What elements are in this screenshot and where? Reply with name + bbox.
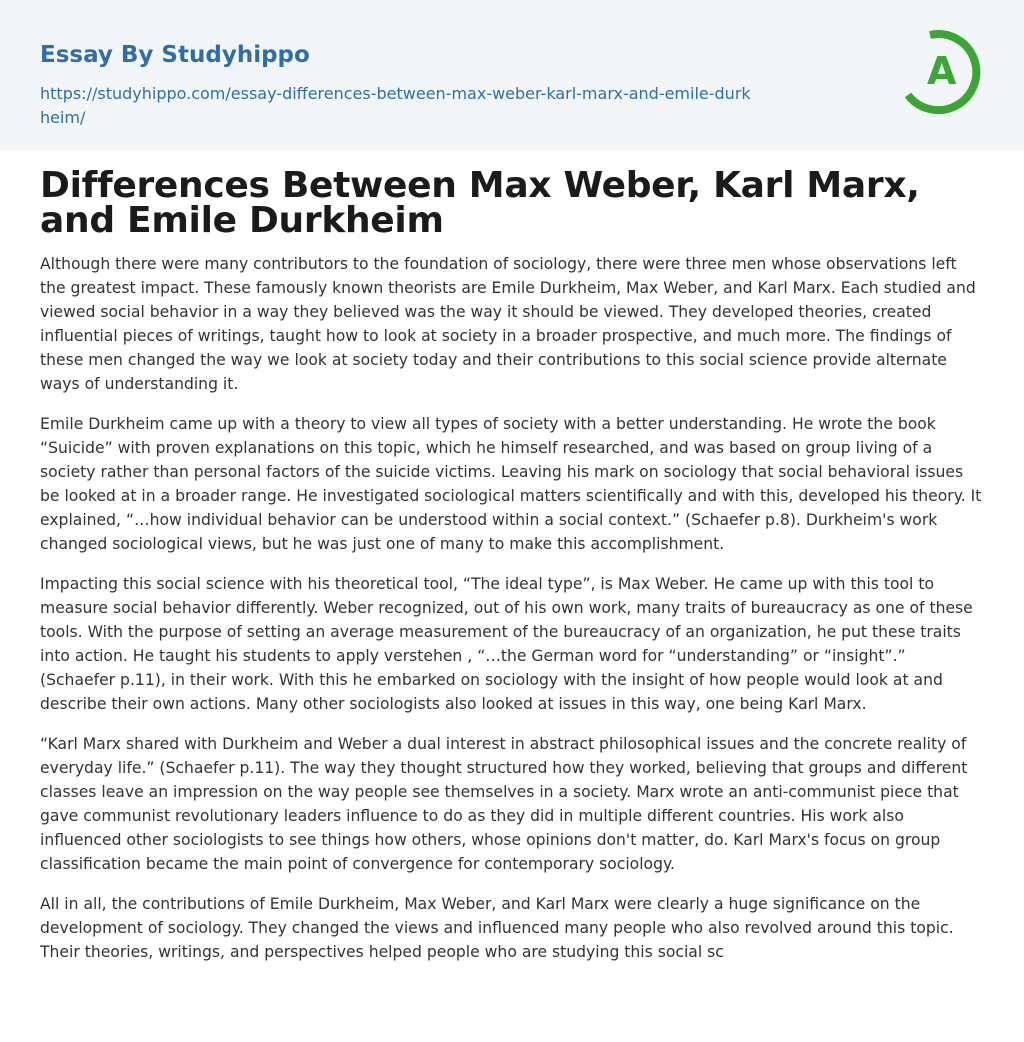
article-paragraph-5: All in all, the contributions of Emile Durkheim, Max Weber, and Karl Marx were clearly a huge significance on the development of sociology. They changed the views and influenced many people who also revolved around this topic. Their theories, writings, and perspectives helped people who are studying this social sc [40, 895, 954, 961]
article-content [0, 150, 1024, 964]
article-paragraph-3: Impacting this social science with his theoretical tool, “The ideal type”, is Max Weber. He came up with this tool to measure social behavior differently. Weber recognized, out of his own work, many traits of bureaucracy as one of these tools. With the purpose of setting an average measurement of the bureaucracy of an organization, he put these traits into action. He taught his students to apply verstehen , “…the German word for “understanding” or “insight”.” (Schaefer p.11), in their work. With this he embarked on sociology with the insight of how people would look at and describe their own actions. Many other sociologists also looked at issues in this way, one being Karl Marx. [40, 575, 973, 713]
article-paragraph-2: Emile Durkheim came up with a theory to view all types of society with a better understanding. He wrote the book “Suicide” with proven explanations on this topic, which he himself researched, and was based on group living of a society rather than personal factors of the suicide victims. Leaving his mark on sociology that social behavioral issues be looked at in a broader range. He investigated sociological matters scientifically and with this, developed his theory. It explained, “…how individual behavior can be understood within a social context.” (Schaefer p.8). Durkheim's work changed sociological views, but he was just one of many to make this accomplishment. [40, 415, 982, 553]
source-url-link[interactable]: https://studyhippo.com/essay-differences-between-max-weber-karl-marx-and-emile-durkheim/ [40, 84, 751, 127]
site-header [0, 0, 1024, 150]
studyhippo-logo-icon [900, 29, 986, 115]
logo-letter: A [927, 49, 957, 93]
article-paragraph-1: Although there were many contributors to the foundation of sociology, there were three men whose observations left the greatest impact. These famously known theorists are Emile Durkheim, Max Weber, and Karl Marx. Each studied and viewed social behavior in a way they believed was the way it should be viewed. They developed theories, created influential pieces of writings, taught how to look at society in a broader prospective, and much more. The findings of these men changed the way we look at society today and their contributions to this social science provide alternate ways of understanding it. [40, 255, 976, 393]
article-title: Differences Between Max Weber, Karl Marx, and Emile Durkheim [40, 165, 920, 241]
article-paragraph-4: “Karl Marx shared with Durkheim and Weber a dual interest in abstract philosophical issues and the concrete reality of everyday life.” (Schaefer p.11). The way they thought structured how they worked, believing that groups and different classes leave an impression on the way people see themselves in a society. Marx wrote an anti-communist piece that gave communist revolutionary leaders influence to do as they did in multiple different countries. His work also influenced other sociologists to see things how others, whose opinions don't matter, do. Karl Marx's focus on group classification became the main point of convergence for contemporary sociology. [40, 735, 968, 873]
brand-name: Essay By Studyhippo [40, 42, 310, 68]
